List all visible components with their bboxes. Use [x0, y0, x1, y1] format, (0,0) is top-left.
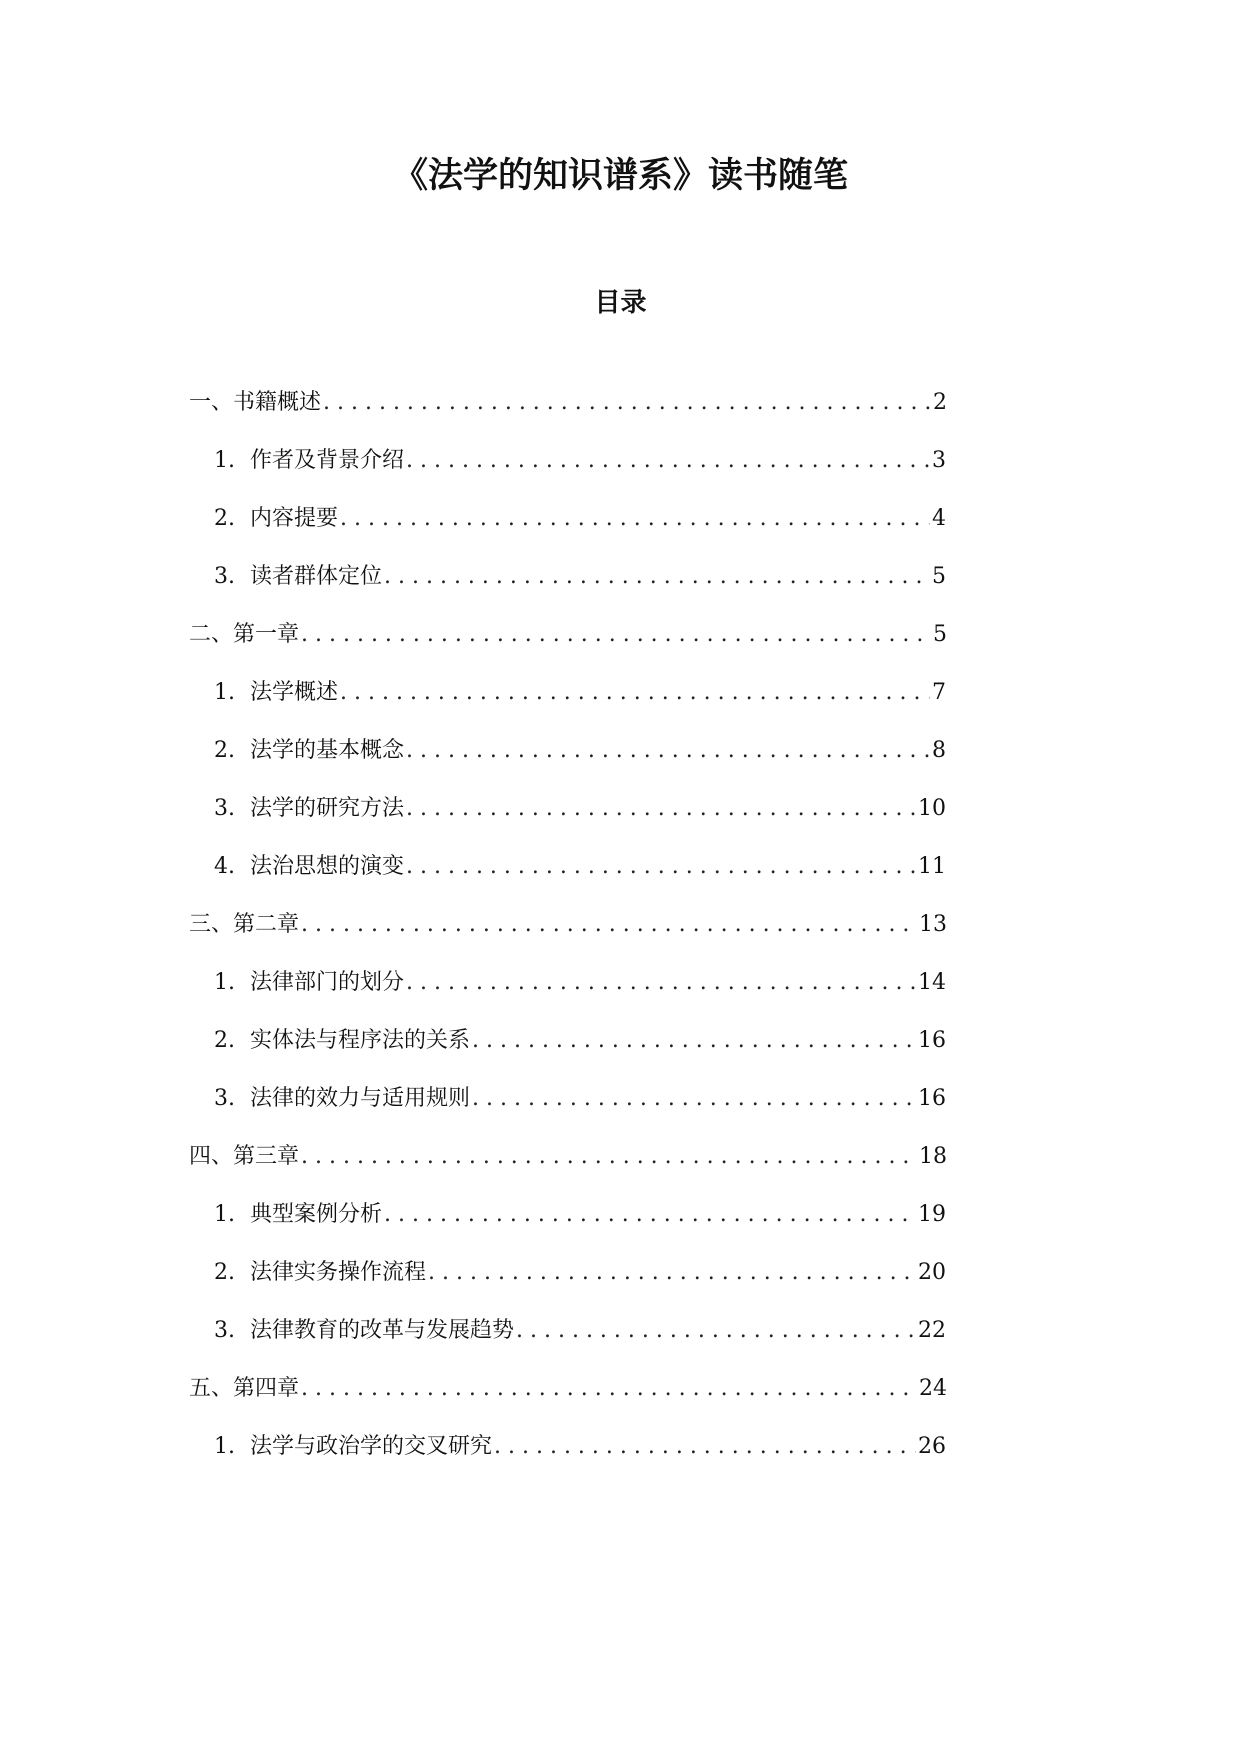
toc-dot-leader [470, 1025, 916, 1057]
toc-entry-number: 3. [214, 1086, 235, 1111]
toc-entry-title: 法学概述 [250, 680, 339, 705]
toc-page-number: 3 [932, 448, 946, 473]
toc-entry-title: 三、第二章 [189, 912, 300, 937]
toc-page-number: 10 [918, 796, 946, 821]
toc-page-number: 18 [919, 1144, 947, 1169]
toc-dot-leader [470, 1083, 916, 1115]
toc-dot-leader [514, 1315, 916, 1347]
toc-page-number: 20 [918, 1260, 946, 1285]
toc-page-number: 26 [918, 1434, 946, 1459]
toc-section-entry[interactable] [214, 851, 946, 883]
toc-chapter-entry[interactable] [189, 619, 947, 651]
toc-section-entry[interactable] [214, 1257, 946, 1289]
toc-page-number: 4 [932, 506, 946, 531]
toc-entry-title: 五、第四章 [189, 1376, 300, 1401]
toc-section-entry[interactable] [214, 561, 946, 593]
toc-entry-title: 内容提要 [250, 506, 339, 531]
toc-entry-number: 2. [214, 738, 235, 763]
toc-dot-leader [338, 677, 930, 709]
toc-dot-leader [426, 1257, 916, 1289]
toc-entry-title: 法律的效力与适用规则 [250, 1086, 471, 1111]
toc-dot-leader [299, 619, 931, 651]
toc-dot-leader [299, 1141, 917, 1173]
toc-page-number: 16 [918, 1086, 946, 1111]
toc-entry-title: 法律教育的改革与发展趋势 [250, 1318, 515, 1343]
toc-section-entry[interactable] [214, 1083, 946, 1115]
toc-entry-title: 法律实务操作流程 [250, 1260, 427, 1285]
toc-entry-number: 3. [214, 796, 235, 821]
toc-dot-leader [404, 445, 930, 477]
toc-section-entry[interactable] [214, 1025, 946, 1057]
toc-entry-title: 四、第三章 [189, 1144, 300, 1169]
toc-entry-title: 典型案例分析 [250, 1202, 383, 1227]
toc-chapter-entry[interactable] [189, 1141, 947, 1173]
toc-page-number: 13 [919, 912, 947, 937]
toc-entry-title: 一、书籍概述 [189, 390, 322, 415]
toc-section-entry[interactable] [214, 1315, 946, 1347]
toc-section-entry[interactable] [214, 445, 946, 477]
toc-page-number: 5 [933, 622, 947, 647]
toc-entry-title: 作者及背景介绍 [250, 448, 405, 473]
toc-chapter-entry[interactable] [189, 909, 947, 941]
document-title: 《法学的知识谱系》读书随笔 [392, 156, 848, 196]
toc-page-number: 24 [919, 1376, 947, 1401]
toc-dot-leader [404, 793, 916, 825]
toc-page-number: 8 [932, 738, 946, 763]
toc-page-number: 2 [933, 390, 947, 415]
toc-dot-leader [299, 909, 917, 941]
toc-page-number: 7 [932, 680, 946, 705]
toc-section-entry[interactable] [214, 793, 946, 825]
toc-section-entry[interactable] [214, 967, 946, 999]
toc-entry-number: 3. [214, 1318, 235, 1343]
toc-page-number: 19 [918, 1202, 946, 1227]
toc-page-number: 14 [918, 970, 946, 995]
toc-page-number: 16 [918, 1028, 946, 1053]
toc-dot-leader [492, 1431, 916, 1463]
toc-section-entry[interactable] [214, 1199, 946, 1231]
toc-entry-number: 4. [214, 854, 235, 879]
toc-entry-title: 二、第一章 [189, 622, 300, 647]
toc-entry-number: 2. [214, 1028, 235, 1053]
toc-entry-number: 2. [214, 506, 235, 531]
toc-entry-title: 法学与政治学的交叉研究 [250, 1434, 493, 1459]
toc-dot-leader [382, 561, 930, 593]
toc-entry-title: 法学的研究方法 [250, 796, 405, 821]
toc-entry-number: 1. [214, 1202, 235, 1227]
toc-dot-leader [321, 387, 931, 419]
toc-section-entry[interactable] [214, 1431, 946, 1463]
toc-entry-number: 1. [214, 970, 235, 995]
toc-entry-title: 法学的基本概念 [250, 738, 405, 763]
toc-page-number: 11 [918, 854, 946, 879]
toc-section-entry[interactable] [214, 503, 946, 535]
toc-dot-leader [299, 1373, 917, 1405]
toc-chapter-entry[interactable] [189, 387, 947, 419]
toc-entry-number: 1. [214, 1434, 235, 1459]
toc-entry-number: 1. [214, 680, 235, 705]
toc-entry-number: 3. [214, 564, 235, 589]
toc-entry-number: 2. [214, 1260, 235, 1285]
toc-entry-title: 法治思想的演变 [250, 854, 405, 879]
toc-page-number: 5 [932, 564, 946, 589]
toc-entry-title: 实体法与程序法的关系 [250, 1028, 471, 1053]
toc-entry-title: 法律部门的划分 [250, 970, 405, 995]
toc-chapter-entry[interactable] [189, 1373, 947, 1405]
toc-dot-leader [382, 1199, 916, 1231]
toc-page-number: 22 [918, 1318, 946, 1343]
toc-entry-title: 读者群体定位 [250, 564, 383, 589]
toc-dot-leader [338, 503, 930, 535]
toc-section-entry[interactable] [214, 677, 946, 709]
toc-dot-leader [404, 967, 916, 999]
toc-entry-number: 1. [214, 448, 235, 473]
toc-section-entry[interactable] [214, 735, 946, 767]
toc-heading: 目录 [594, 288, 647, 318]
toc-dot-leader [404, 735, 930, 767]
toc-dot-leader [404, 851, 916, 883]
